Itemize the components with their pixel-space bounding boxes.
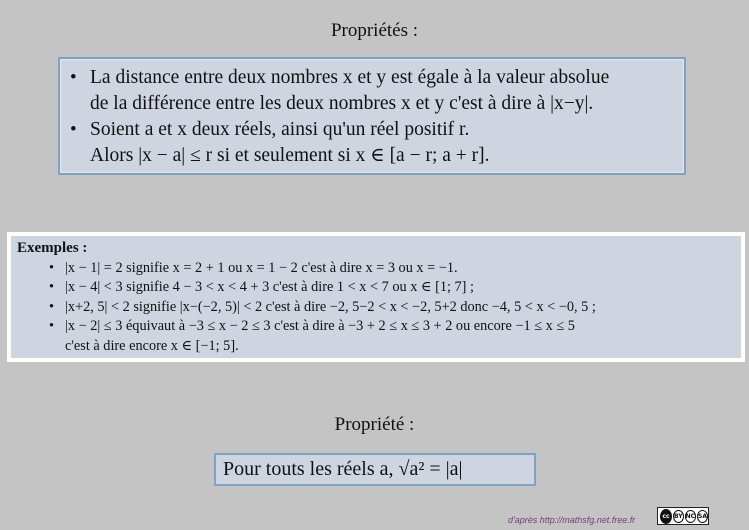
property-item [68, 65, 676, 117]
property-heading: Propriété : [334, 414, 415, 435]
examples-box [7, 232, 745, 362]
bullet-icon: • [70, 67, 77, 88]
sa-icon: SA [697, 510, 708, 523]
properties-box [58, 57, 686, 175]
bullet-icon: • [49, 318, 55, 334]
bullet-icon: • [49, 279, 55, 295]
property-line: La distance entre deux nombres x et y est égale à la valeur absolue [90, 67, 610, 88]
property-item [68, 117, 676, 169]
bullet-icon: • [70, 119, 77, 140]
property-line: Soient a et x deux réels, ainsi qu'un réel positif r. [90, 119, 470, 140]
example-text: |x − 2| ≤ 3 équivaut à −3 ≤ x − 2 ≤ 3 c'est à dire à −3 + 2 ≤ x ≤ 3 + 2 ou encore −1 ≤ x ≤ 5 [65, 318, 575, 334]
example-item [17, 278, 735, 298]
source-credit: d'après http://mathsfg.net.free.fr [508, 515, 636, 525]
example-text: |x − 4| < 3 signifie 4 − 3 < x < 4 + 3 c'est à dire 1 < x < 7 ou x ∈ [1; 7] ; [65, 279, 474, 295]
example-text: |x+2, 5| < 2 signifie |x−(−2, 5)| < 2 c'est à dire −2, 5−2 < x < −2, 5+2 donc −4, 5 < x < −0, 5 ; [65, 298, 596, 315]
example-text: |x − 1| = 2 signifie x = 2 + 1 ou x = 1 − 2 c'est à dire x = 3 ou x = −1. [65, 259, 458, 276]
bullet-icon: • [49, 259, 55, 276]
nc-icon: NC [685, 510, 696, 523]
example-item [17, 259, 735, 279]
properties-heading: Propriétés : [330, 20, 419, 41]
cc-icon: cc [660, 509, 672, 524]
property-line: Alors |x − a| ≤ r si et seulement si x ∈ [a − r; a + r]. [90, 145, 490, 166]
example-continuation: c'est à dire encore x ∈ [−1; 5]. [65, 337, 239, 354]
cc-by-nc-sa-icon [657, 507, 709, 525]
example-item [17, 298, 735, 318]
property-statement: Pour touts les réels a, √a² = |a| [223, 458, 463, 480]
example-item [17, 317, 735, 337]
bullet-icon: • [49, 298, 55, 315]
property-box [214, 453, 536, 486]
property-line: de la différence entre les deux nombres x et y c'est à dire à |x−y|. [90, 93, 594, 114]
by-icon: BY [673, 510, 684, 523]
examples-title: Exemples : [17, 240, 88, 256]
